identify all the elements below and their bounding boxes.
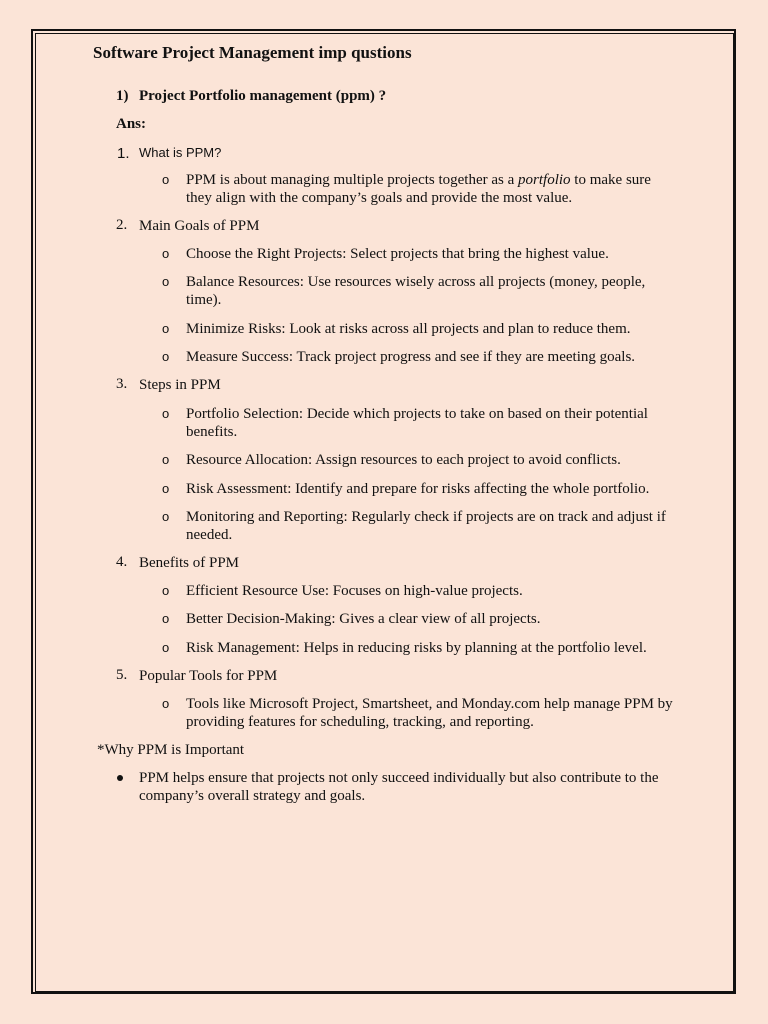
list-item: Portfolio Selection: Decide which projects to take on based on their potential benefits.: [186, 406, 648, 440]
list-item: Balance Resources: Use resources wisely across all projects (money, people, time).: [186, 274, 646, 308]
page-title: Software Project Management imp qustions: [93, 43, 412, 62]
question-number: 1): [116, 88, 129, 104]
list-item: Tools like Microsoft Project, Smartsheet, and Monday.com help manage PPM by providing features for scheduling, tracking, and reporting.: [186, 696, 673, 730]
question-text: Project Portfolio management (ppm) ?: [139, 88, 387, 104]
bullet-marker: o: [162, 406, 170, 421]
section-number: 1.: [117, 145, 130, 162]
section-number: 2.: [116, 217, 128, 233]
section-heading: Steps in PPM: [139, 377, 221, 393]
list-item: PPM is about managing multiple projects together as a portfolio to make sure they align with the company’s goals and provide the most value.: [186, 172, 651, 206]
bullet-marker: o: [162, 583, 170, 598]
bullet-marker: o: [162, 246, 170, 261]
bullet-marker: o: [162, 172, 170, 187]
bullet-marker: o: [162, 452, 170, 467]
list-item: Risk Management: Helps in reducing risks by planning at the portfolio level.: [186, 640, 647, 656]
list-item: Measure Success: Track project progress and see if they are meeting goals.: [186, 349, 636, 365]
list-item: Resource Allocation: Assign resources to each project to avoid conflicts.: [186, 452, 621, 468]
bullet-dot-icon: [117, 775, 123, 781]
emphasis-text: portfolio: [518, 172, 571, 188]
bullet-marker: o: [162, 611, 170, 626]
list-item: Minimize Risks: Look at risks across all projects and plan to reduce them.: [186, 321, 631, 337]
bullet-marker: o: [162, 509, 170, 524]
section-heading: Popular Tools for PPM: [139, 668, 278, 684]
list-item: Choose the Right Projects: Select projects that bring the highest value.: [186, 246, 609, 262]
bullet-marker: o: [162, 349, 170, 364]
bullet-marker: o: [162, 321, 170, 336]
list-item: PPM helps ensure that projects not only succeed individually but also contribute to the company’s overall strategy and goals.: [139, 770, 659, 804]
list-item: Monitoring and Reporting: Regularly check if projects are on track and adjust if needed.: [186, 509, 666, 543]
bullet-marker: o: [162, 640, 170, 655]
section-heading: What is PPM?: [139, 145, 222, 160]
section-heading: Main Goals of PPM: [139, 218, 260, 234]
bullet-marker: o: [162, 274, 170, 289]
list-item: Efficient Resource Use: Focuses on high-value projects.: [186, 583, 523, 599]
why-heading: *Why PPM is Important: [97, 742, 245, 758]
list-item: Risk Assessment: Identify and prepare for risks affecting the whole portfolio.: [186, 481, 650, 497]
bullet-marker: o: [162, 481, 170, 496]
section-number: 3.: [116, 376, 128, 392]
section-number: 5.: [116, 667, 128, 683]
section-number: 4.: [116, 554, 128, 570]
section-heading: Benefits of PPM: [139, 555, 240, 571]
list-item: Better Decision-Making: Gives a clear view of all projects.: [186, 611, 541, 627]
bullet-marker: o: [162, 696, 170, 711]
answer-label: Ans:: [116, 116, 147, 132]
